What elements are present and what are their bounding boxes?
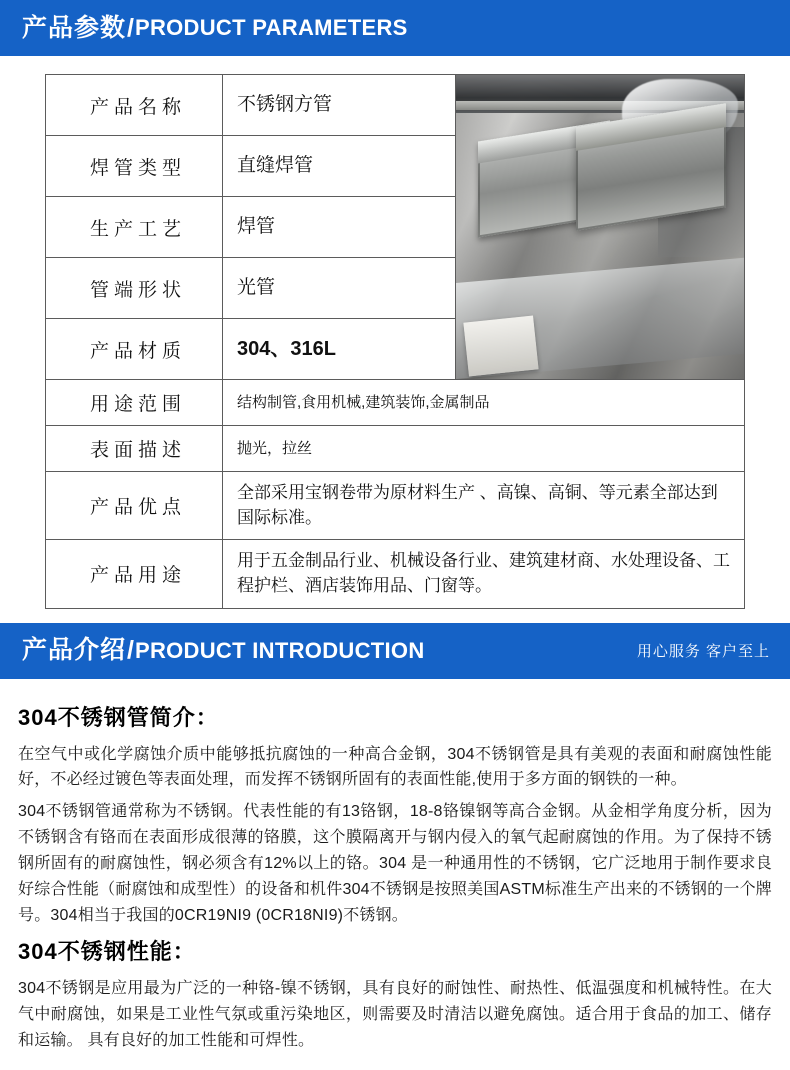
table-row: [46, 426, 745, 472]
param-label: 产品名称: [46, 75, 223, 136]
param-label: 表面描述: [46, 426, 223, 472]
photo-white-board: [463, 315, 538, 376]
parameters-table: [45, 74, 745, 609]
section-title-cn: 产品介绍: [22, 636, 127, 665]
param-value: 焊管: [223, 197, 456, 258]
param-value: 全部采用宝钢卷带为原材料生产 、高镍、高铜、等元素全部达到国际标准。: [223, 472, 745, 540]
param-label: 生产工艺: [46, 197, 223, 258]
intro-heading-performance: 304不锈钢性能：: [18, 938, 196, 964]
param-label: 产品材质: [46, 319, 223, 380]
section-header-introduction: [0, 623, 790, 679]
param-label: 产品优点: [46, 472, 223, 540]
service-slogan: 用心服务 客户至上: [636, 643, 770, 661]
intro-paragraph-1: 在空气中或化学腐蚀介质中能够抵抗腐蚀的一种高合金钢，304不锈钢管是具有美观的表面和耐腐蚀性能好，不必经过镀色等表面处理，而发挥不锈钢所固有的表面性能,使用于多方面的钢铁的一种。: [18, 745, 772, 789]
param-label: 用途范围: [46, 380, 223, 426]
intro-paragraph-3: 304不锈钢是应用最为广泛的一种铬-镍不锈钢，具有良好的耐蚀性、耐热性、低温强度和机械特性。在大气中耐腐蚀，如果是工业性气氛或重污染地区，则需要及时清洁以避免腐蚀。适合用于食品的加工、储存和运输。 具有良好的加工性能和可焊性。: [18, 979, 772, 1049]
param-label: 产品用途: [46, 540, 223, 608]
product-photo: [456, 75, 744, 379]
param-value: 结构制管,食用机械,建筑装饰,金属制品: [223, 380, 745, 426]
param-label: 焊管类型: [46, 136, 223, 197]
table-row: [46, 380, 745, 426]
section-title-cn: 产品参数: [22, 13, 127, 42]
section-title-slash: /: [127, 13, 134, 42]
param-value: 用于五金制品行业、机械设备行业、建筑建材商、水处理设备、工程护栏、酒店装饰用品、门窗等。: [223, 540, 745, 608]
parameters-section: [0, 56, 790, 623]
introduction-section: [0, 679, 790, 1070]
param-value: 光管: [223, 258, 456, 319]
section-title-en: PRODUCT INTRODUCTION: [134, 637, 425, 663]
param-value: 不锈钢方管: [223, 75, 456, 136]
product-photo-cell: [456, 75, 745, 380]
section-title-en: PRODUCT PARAMETERS: [134, 15, 408, 40]
param-label: 管端形状: [46, 258, 223, 319]
table-row: [46, 540, 745, 608]
table-row: [46, 75, 745, 136]
section-title-slash: /: [127, 636, 134, 665]
param-value: 直缝焊管: [223, 136, 456, 197]
param-value: 304、316L: [223, 319, 456, 380]
section-header-parameters: [0, 0, 790, 56]
intro-heading-overview: 304不锈钢管简介：: [18, 704, 219, 730]
intro-paragraph-2: 304不锈钢管通常称为不锈钢。代表性能的有13铬钢，18-8铬镍钢等高合金钢。从金相学角度分析，因为不锈钢含有铬而在表面形成很薄的铬膜，这个膜隔离开与钢内侵入的氧气起耐腐蚀的作用。为了保持不锈钢所固有的耐腐蚀性，钢必须含有12%以上的铬。304 是一种通用性的不锈钢，它广泛地用于制作要求良好综合性能（耐腐蚀和成型性）的设备和机件304不锈钢是按照美国ASTM标准生产出来的不锈钢的一个牌号。304相当于我国的0CR19NI9 (0CR18NI9)不锈钢。: [18, 803, 772, 924]
param-value: 抛光，拉丝: [223, 426, 745, 472]
table-row: [46, 472, 745, 540]
